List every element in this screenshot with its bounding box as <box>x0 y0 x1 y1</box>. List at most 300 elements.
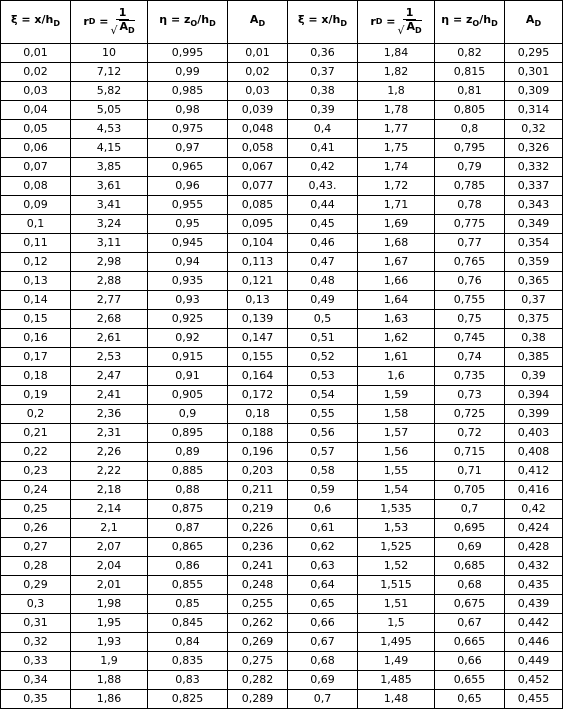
table-cell: 0,92 <box>148 329 228 348</box>
table-cell: 5,05 <box>71 101 148 120</box>
table-cell: 0,22 <box>1 443 71 462</box>
table-cell: 0,48 <box>288 272 358 291</box>
table-row <box>1 557 563 576</box>
table-cell: 0,164 <box>228 367 288 386</box>
table-cell: 0,01 <box>228 44 288 63</box>
table-cell: 0,309 <box>505 82 563 101</box>
table-cell: 0,289 <box>228 690 288 709</box>
table-cell: 0,59 <box>288 481 358 500</box>
table-cell: 0,86 <box>148 557 228 576</box>
table-cell: 0,895 <box>148 424 228 443</box>
table-cell: 0,67 <box>435 614 505 633</box>
table-cell: 3,85 <box>71 158 148 177</box>
table-cell: 0,46 <box>288 234 358 253</box>
table-cell: 0,301 <box>505 63 563 82</box>
table-cell: 0,067 <box>228 158 288 177</box>
table-cell: 0,61 <box>288 519 358 538</box>
table-cell: 0,65 <box>288 595 358 614</box>
table-cell: 1,5 <box>358 614 435 633</box>
table-cell: 0,53 <box>288 367 358 386</box>
table-cell: 0,99 <box>148 63 228 82</box>
table-cell: 0,1 <box>1 215 71 234</box>
table-cell: 1,86 <box>71 690 148 709</box>
table-cell: 0,048 <box>228 120 288 139</box>
table-cell: 0,31 <box>1 614 71 633</box>
table-cell: 0,21 <box>1 424 71 443</box>
table-cell: 0,365 <box>505 272 563 291</box>
table-cell: 1,6 <box>358 367 435 386</box>
table-cell: 1,71 <box>358 196 435 215</box>
table-cell: 1,56 <box>358 443 435 462</box>
table-cell: 0,241 <box>228 557 288 576</box>
table-cell: 0,73 <box>435 386 505 405</box>
table-row <box>1 177 563 196</box>
table-row <box>1 462 563 481</box>
table-cell: 0,87 <box>148 519 228 538</box>
header-r: r D = 1 √ $A_D$ <box>71 1 148 44</box>
table-cell: 1,8 <box>358 82 435 101</box>
table-cell: 0,449 <box>505 652 563 671</box>
table-cell: 0,91 <box>148 367 228 386</box>
table-row <box>1 576 563 595</box>
table-cell: 0,32 <box>505 120 563 139</box>
table-row <box>1 424 563 443</box>
table-cell: 0,855 <box>148 576 228 595</box>
table-cell: 0,13 <box>228 291 288 310</box>
sqrt-icon: √ <box>397 24 405 38</box>
table-cell: 0,43. <box>288 177 358 196</box>
table-cell: 1,84 <box>358 44 435 63</box>
table-cell: 0,01 <box>1 44 71 63</box>
table-cell: 0,68 <box>435 576 505 595</box>
table-cell: 0,96 <box>148 177 228 196</box>
table-cell: 0,02 <box>1 63 71 82</box>
table-row <box>1 139 563 158</box>
table-cell: 0,675 <box>435 595 505 614</box>
table-cell: 0,815 <box>435 63 505 82</box>
table-cell: 0,121 <box>228 272 288 291</box>
table-row <box>1 158 563 177</box>
table-cell: 0,095 <box>228 215 288 234</box>
table-cell: 0,039 <box>228 101 288 120</box>
table-cell: 0,269 <box>228 633 288 652</box>
table-cell: 0,47 <box>288 253 358 272</box>
table-cell: 0,26 <box>1 519 71 538</box>
table-cell: 0,51 <box>288 329 358 348</box>
table-cell: 0,13 <box>1 272 71 291</box>
table-cell: 0,735 <box>435 367 505 386</box>
table-cell: 0,219 <box>228 500 288 519</box>
table-cell: 0,44 <box>288 196 358 215</box>
table-cell: 0,68 <box>288 652 358 671</box>
sqrt-icon: √ <box>110 24 118 38</box>
table-row <box>1 690 563 709</box>
table-row <box>1 614 563 633</box>
table-cell: 0,69 <box>435 538 505 557</box>
table-cell: 2,22 <box>71 462 148 481</box>
table-cell: 0,5 <box>288 310 358 329</box>
table-cell: 0,69 <box>288 671 358 690</box>
table-cell: 0,42 <box>505 500 563 519</box>
table-cell: 0,32 <box>1 633 71 652</box>
table-cell: 0,236 <box>228 538 288 557</box>
table-cell: 0,359 <box>505 253 563 272</box>
table-cell: 0,08 <box>1 177 71 196</box>
header-row <box>1 1 563 44</box>
table-row <box>1 671 563 690</box>
table-cell: 3,11 <box>71 234 148 253</box>
table-cell: 0,262 <box>228 614 288 633</box>
table-cell: 0,985 <box>148 82 228 101</box>
table-cell: 0,67 <box>288 633 358 652</box>
table-cell: 0,66 <box>435 652 505 671</box>
table-cell: 0,7 <box>288 690 358 709</box>
table-cell: 0,09 <box>1 196 71 215</box>
table-cell: 1,51 <box>358 595 435 614</box>
table-cell: 3,24 <box>71 215 148 234</box>
table-cell: 0,925 <box>148 310 228 329</box>
table-cell: 1,74 <box>358 158 435 177</box>
table-cell: 0,785 <box>435 177 505 196</box>
table-cell: 0,54 <box>288 386 358 405</box>
table-cell: 0,915 <box>148 348 228 367</box>
table-cell: 0,72 <box>435 424 505 443</box>
table-cell: 0,17 <box>1 348 71 367</box>
table-cell: 1,485 <box>358 671 435 690</box>
table-cell: 2,1 <box>71 519 148 538</box>
table-row <box>1 519 563 538</box>
table-cell: 0,945 <box>148 234 228 253</box>
table-cell: 0,295 <box>505 44 563 63</box>
table-cell: 0,077 <box>228 177 288 196</box>
table-cell: 1,515 <box>358 576 435 595</box>
table-cell: 1,535 <box>358 500 435 519</box>
table-cell: 0,02 <box>228 63 288 82</box>
table-cell: 0,147 <box>228 329 288 348</box>
header-eta: $\eta = z_O/h_D$ <box>435 1 505 44</box>
table-cell: 0,18 <box>228 405 288 424</box>
table-cell: 0,424 <box>505 519 563 538</box>
table-cell: 0,375 <box>505 310 563 329</box>
table-cell: 0,394 <box>505 386 563 405</box>
table-cell: 0,248 <box>228 576 288 595</box>
table-row <box>1 63 563 82</box>
table-row <box>1 386 563 405</box>
table-cell: 0,24 <box>1 481 71 500</box>
table-row <box>1 215 563 234</box>
table-cell: 0,058 <box>228 139 288 158</box>
table-cell: 0,435 <box>505 576 563 595</box>
table-cell: 0,203 <box>228 462 288 481</box>
table-row <box>1 595 563 614</box>
table-cell: 0,55 <box>288 405 358 424</box>
table-cell: 0,403 <box>505 424 563 443</box>
table-row <box>1 234 563 253</box>
table-cell: 1,53 <box>358 519 435 538</box>
table-cell: 0,78 <box>435 196 505 215</box>
table-row <box>1 120 563 139</box>
table-cell: 0,57 <box>288 443 358 462</box>
table-cell: 0,65 <box>435 690 505 709</box>
table-cell: 0,39 <box>505 367 563 386</box>
table-cell: 0,42 <box>288 158 358 177</box>
table-cell: 1,64 <box>358 291 435 310</box>
table-row <box>1 82 563 101</box>
table-cell: 0,41 <box>288 139 358 158</box>
table-cell: 0,865 <box>148 538 228 557</box>
table-cell: 0,4 <box>288 120 358 139</box>
table-cell: 0,795 <box>435 139 505 158</box>
table-cell: 1,67 <box>358 253 435 272</box>
table-cell: 10 <box>71 44 148 63</box>
table-cell: 3,41 <box>71 196 148 215</box>
table-row <box>1 500 563 519</box>
table-row <box>1 196 563 215</box>
table-cell: 0,38 <box>288 82 358 101</box>
table-cell: 2,36 <box>71 405 148 424</box>
table-cell: 0,725 <box>435 405 505 424</box>
table-cell: 0,385 <box>505 348 563 367</box>
table-cell: 0,455 <box>505 690 563 709</box>
table-cell: 1,88 <box>71 671 148 690</box>
table-row <box>1 443 563 462</box>
table-cell: 1,95 <box>71 614 148 633</box>
table-cell: 0,77 <box>435 234 505 253</box>
table-cell: 1,57 <box>358 424 435 443</box>
table-row <box>1 253 563 272</box>
table-cell: 0,27 <box>1 538 71 557</box>
table-cell: 1,98 <box>71 595 148 614</box>
table-cell: 1,58 <box>358 405 435 424</box>
table-row <box>1 481 563 500</box>
table-cell: 0,82 <box>435 44 505 63</box>
table-row <box>1 101 563 120</box>
table-cell: 0,03 <box>228 82 288 101</box>
table-cell: 1,61 <box>358 348 435 367</box>
table-row <box>1 538 563 557</box>
table-cell: 0,275 <box>228 652 288 671</box>
table-cell: 0,905 <box>148 386 228 405</box>
table-cell: 0,332 <box>505 158 563 177</box>
table-cell: 2,18 <box>71 481 148 500</box>
table-cell: 0,226 <box>228 519 288 538</box>
table-cell: 0,19 <box>1 386 71 405</box>
table-cell: 0,695 <box>435 519 505 538</box>
table-cell: 0,37 <box>288 63 358 82</box>
table-cell: 1,93 <box>71 633 148 652</box>
table-cell: 2,61 <box>71 329 148 348</box>
table-cell: 0,452 <box>505 671 563 690</box>
table-cell: 1,52 <box>358 557 435 576</box>
table-cell: 2,04 <box>71 557 148 576</box>
table-cell: 0,326 <box>505 139 563 158</box>
table-cell: 0,655 <box>435 671 505 690</box>
table-cell: 0,255 <box>228 595 288 614</box>
table-cell: 0,88 <box>148 481 228 500</box>
table-cell: 0,442 <box>505 614 563 633</box>
table-cell: 1,82 <box>358 63 435 82</box>
table-row <box>1 291 563 310</box>
table-cell: 1,55 <box>358 462 435 481</box>
table-cell: 1,68 <box>358 234 435 253</box>
table-cell: 0,76 <box>435 272 505 291</box>
table-cell: 0,965 <box>148 158 228 177</box>
table-cell: 0,2 <box>1 405 71 424</box>
table-cell: 0,03 <box>1 82 71 101</box>
table-cell: 0,95 <box>148 215 228 234</box>
table-row <box>1 272 563 291</box>
table-cell: 0,085 <box>228 196 288 215</box>
table-cell: 0,15 <box>1 310 71 329</box>
table-cell: 0,06 <box>1 139 71 158</box>
table-cell: 2,77 <box>71 291 148 310</box>
table-cell: 1,54 <box>358 481 435 500</box>
table-cell: 0,93 <box>148 291 228 310</box>
table-cell: 0,83 <box>148 671 228 690</box>
table-cell: 2,01 <box>71 576 148 595</box>
table-row <box>1 44 563 63</box>
table-cell: 1,59 <box>358 386 435 405</box>
table-cell: 1,495 <box>358 633 435 652</box>
table-cell: 0,64 <box>288 576 358 595</box>
table-cell: 0,63 <box>288 557 358 576</box>
table-cell: 0,349 <box>505 215 563 234</box>
table-cell: 0,428 <box>505 538 563 557</box>
table-cell: 0,62 <box>288 538 358 557</box>
table-cell: 0,665 <box>435 633 505 652</box>
table-cell: 0,354 <box>505 234 563 253</box>
table-cell: 0,995 <box>148 44 228 63</box>
table-cell: 0,23 <box>1 462 71 481</box>
table-cell: 0,28 <box>1 557 71 576</box>
table-cell: 0,955 <box>148 196 228 215</box>
table-cell: 0,835 <box>148 652 228 671</box>
table-cell: 1,75 <box>358 139 435 158</box>
table-cell: 0,74 <box>435 348 505 367</box>
table-cell: 0,825 <box>148 690 228 709</box>
header-xi: $\xi = x/h_D$ <box>1 1 71 44</box>
table-cell: 1,9 <box>71 652 148 671</box>
table-row <box>1 633 563 652</box>
table-cell: 0,104 <box>228 234 288 253</box>
table-cell: 0,11 <box>1 234 71 253</box>
table-cell: 0,705 <box>435 481 505 500</box>
table-cell: 0,49 <box>288 291 358 310</box>
table-cell: 0,755 <box>435 291 505 310</box>
table-cell: 0,765 <box>435 253 505 272</box>
table-cell: 0,18 <box>1 367 71 386</box>
table-cell: 0,97 <box>148 139 228 158</box>
table-cell: 0,16 <box>1 329 71 348</box>
table-header <box>1 1 563 44</box>
table-cell: 4,15 <box>71 139 148 158</box>
header-xi: $\xi = x/h_D$ <box>288 1 358 44</box>
table-cell: 0,446 <box>505 633 563 652</box>
table-cell: 2,68 <box>71 310 148 329</box>
table-cell: 0,94 <box>148 253 228 272</box>
table-row <box>1 310 563 329</box>
table-cell: 0,935 <box>148 272 228 291</box>
fraction: 1 √ $A_D$ <box>110 5 135 38</box>
table-cell: 0,432 <box>505 557 563 576</box>
table-cell: 2,26 <box>71 443 148 462</box>
table-cell: 0,07 <box>1 158 71 177</box>
table-row <box>1 348 563 367</box>
table-cell: 0,38 <box>505 329 563 348</box>
table-cell: 5,82 <box>71 82 148 101</box>
table-cell: 2,41 <box>71 386 148 405</box>
table-cell: 0,35 <box>1 690 71 709</box>
table-row <box>1 367 563 386</box>
table-cell: 0,155 <box>228 348 288 367</box>
table-cell: 0,685 <box>435 557 505 576</box>
table-cell: 0,113 <box>228 253 288 272</box>
table-cell: 0,58 <box>288 462 358 481</box>
header-eta: $\eta = z_O/h_D$ <box>148 1 228 44</box>
table-cell: 0,52 <box>288 348 358 367</box>
table-cell: 1,63 <box>358 310 435 329</box>
table-cell: 0,29 <box>1 576 71 595</box>
table-cell: 0,39 <box>288 101 358 120</box>
table-cell: 0,172 <box>228 386 288 405</box>
table-cell: 0,975 <box>148 120 228 139</box>
table-cell: 0,84 <box>148 633 228 652</box>
table-cell: 0,337 <box>505 177 563 196</box>
table-cell: 0,845 <box>148 614 228 633</box>
table-cell: 0,6 <box>288 500 358 519</box>
header-a: $A_D$ <box>228 1 288 44</box>
table-body <box>1 44 563 709</box>
table-cell: 3,61 <box>71 177 148 196</box>
table-cell: 0,139 <box>228 310 288 329</box>
table-cell: 0,7 <box>435 500 505 519</box>
table-cell: 4,53 <box>71 120 148 139</box>
header-a: $A_D$ <box>505 1 563 44</box>
table-cell: 0,71 <box>435 462 505 481</box>
table-cell: 0,412 <box>505 462 563 481</box>
table-cell: 0,12 <box>1 253 71 272</box>
table-cell: 0,98 <box>148 101 228 120</box>
table-cell: 0,439 <box>505 595 563 614</box>
fraction: 1 √ $A_D$ <box>397 5 422 38</box>
table-cell: 2,88 <box>71 272 148 291</box>
table-cell: 0,33 <box>1 652 71 671</box>
table-cell: 0,408 <box>505 443 563 462</box>
table-cell: 0,885 <box>148 462 228 481</box>
table-cell: 0,04 <box>1 101 71 120</box>
table-cell: 0,399 <box>505 405 563 424</box>
table-cell: 1,48 <box>358 690 435 709</box>
table-cell: 0,715 <box>435 443 505 462</box>
table-cell: 2,47 <box>71 367 148 386</box>
table-cell: 1,66 <box>358 272 435 291</box>
table-cell: 0,9 <box>148 405 228 424</box>
table-cell: 0,875 <box>148 500 228 519</box>
table-row <box>1 405 563 424</box>
table-cell: 0,8 <box>435 120 505 139</box>
table-cell: 0,05 <box>1 120 71 139</box>
table-cell: 0,89 <box>148 443 228 462</box>
table-cell: 0,37 <box>505 291 563 310</box>
table-cell: 1,69 <box>358 215 435 234</box>
table-cell: 0,45 <box>288 215 358 234</box>
table-cell: 0,196 <box>228 443 288 462</box>
table-cell: 0,805 <box>435 101 505 120</box>
table-cell: 2,14 <box>71 500 148 519</box>
table-cell: 0,85 <box>148 595 228 614</box>
table-cell: 0,343 <box>505 196 563 215</box>
table-cell: 0,34 <box>1 671 71 690</box>
